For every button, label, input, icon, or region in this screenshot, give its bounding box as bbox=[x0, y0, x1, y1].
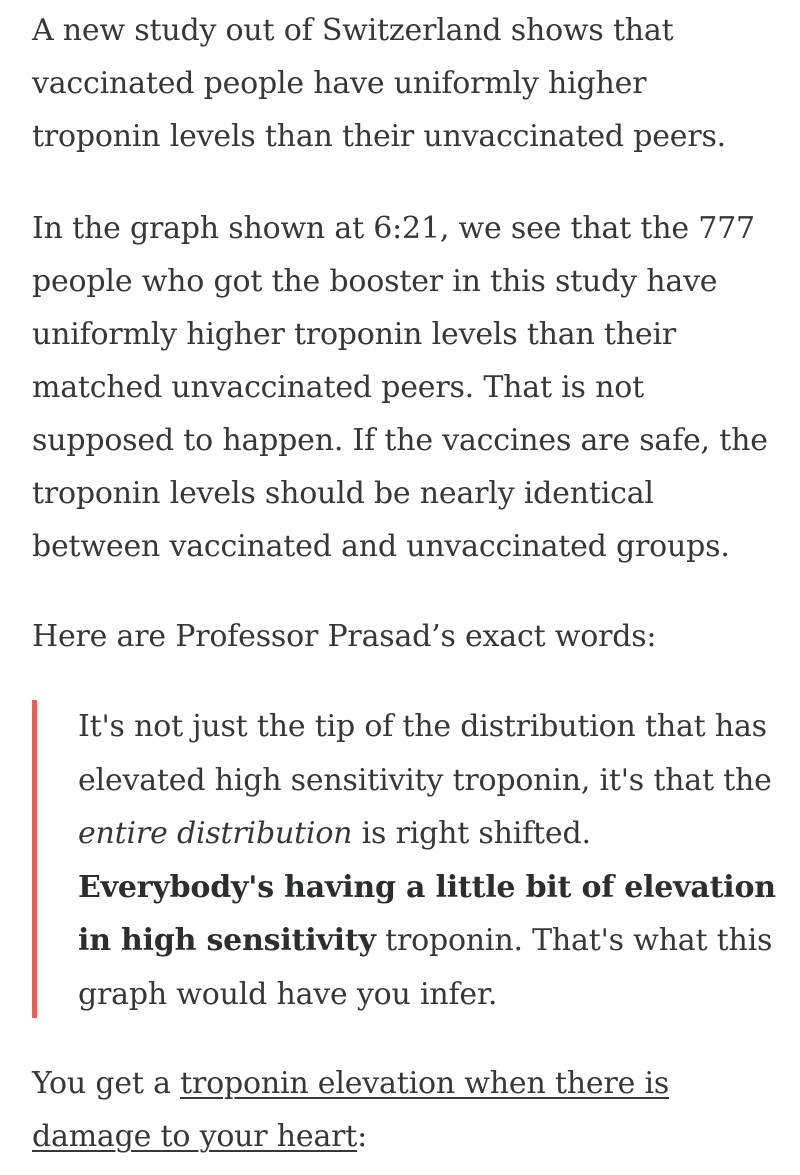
quote-part-2: is right shifted. bbox=[352, 816, 591, 851]
paragraph-4-trail: : bbox=[357, 1119, 368, 1154]
paragraph-graph-description: In the graph shown at 6:21, we see that the 777 people who got the booster in this study have uniformly higher troponin levels than their matched unvaccinated peers. That is not supposed to happen. If the vaccines are safe, the troponin levels should be nearly identical between vaccinated and unvaccinated groups. bbox=[32, 211, 768, 564]
troponin-elevation-link[interactable]: troponin elevation when there is damage to your heart bbox=[32, 1066, 670, 1154]
quote-part-3: troponin. That's what this graph would have you infer. bbox=[78, 923, 773, 1012]
paragraph-troponin-link bbox=[32, 1057, 772, 1163]
quote-part-1: It's not just the tip of the distribution that has elevated high sensitivity troponin, it's that the bbox=[78, 709, 772, 798]
quote-italic: entire distribution bbox=[78, 816, 353, 851]
paragraph-4-lead: You get a bbox=[32, 1066, 181, 1101]
paragraph-study-intro: A new study out of Switzerland shows that vaccinated people have uniformly higher troponin levels than their unvaccinated peers. bbox=[32, 13, 727, 154]
blockquote bbox=[32, 700, 776, 1018]
blockquote-bar bbox=[32, 700, 37, 1018]
blockquote-text bbox=[78, 700, 778, 1021]
quote-bold: Everybody's having a little bit of elevation in high sensitivity bbox=[78, 869, 776, 958]
paragraph-quote-intro: Here are Professor Prasad’s exact words: bbox=[32, 619, 657, 654]
